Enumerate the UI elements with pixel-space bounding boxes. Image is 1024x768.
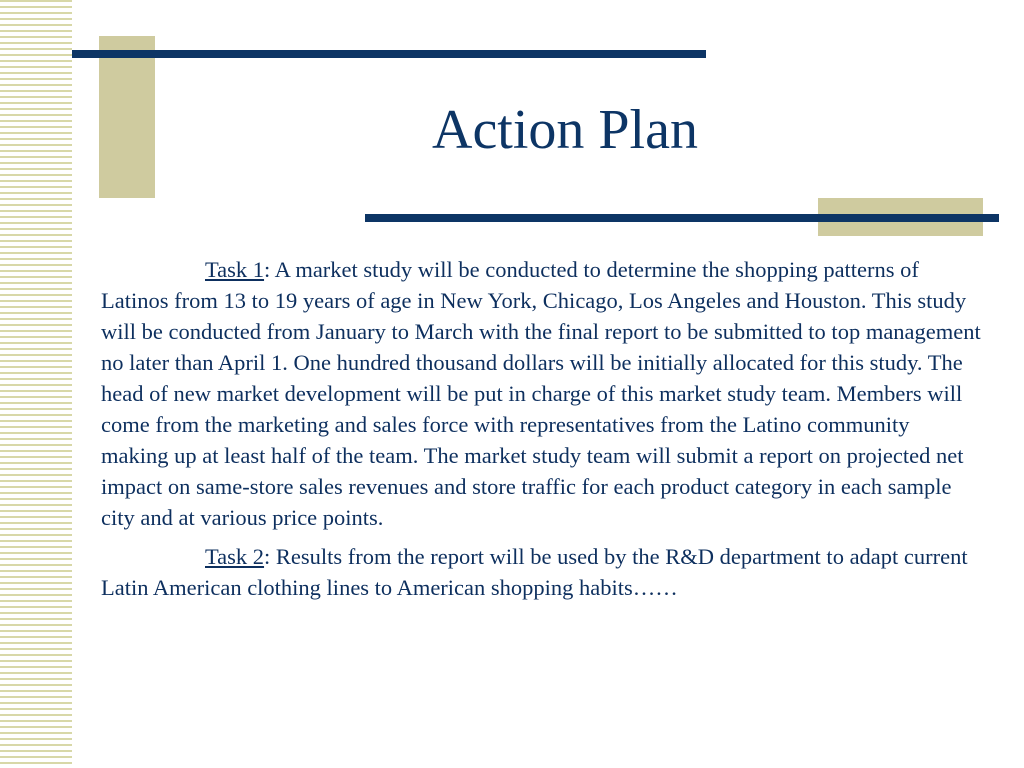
task-2-paragraph <box>101 541 981 603</box>
task-2-text: : Results from the report will be used by the R&D department to adapt current Latin American clothing lines to American shopping habits…… <box>101 544 968 600</box>
top-rule <box>72 50 706 58</box>
slide-body <box>101 254 981 611</box>
task-1-text: : A market study will be conducted to determine the shopping patterns of Latinos from 13 to 19 years of age in New York, Chicago, Los Angeles and Houston. This study will be conducted from January to March with the final report to be submitted to top management no later than April 1. One hundred thousand dollars will be initially allocated for this study. The head of new market development will be put in charge of this market study team. Members will come from the marketing and sales force with representatives from the Latino community making up at least half of the team. The market study team will submit a report on projected net impact on same-store sales revenues and store traffic for each product category in each sample city and at various price points. <box>101 257 981 530</box>
bottom-rule <box>365 214 999 222</box>
slide-title: Action Plan <box>432 99 698 161</box>
task-1-paragraph <box>101 254 981 533</box>
task-1-label: Task 1 <box>205 257 265 282</box>
accent-block-left <box>99 36 155 198</box>
task-2-label: Task 2 <box>205 544 265 569</box>
decorative-stripes <box>0 0 72 768</box>
